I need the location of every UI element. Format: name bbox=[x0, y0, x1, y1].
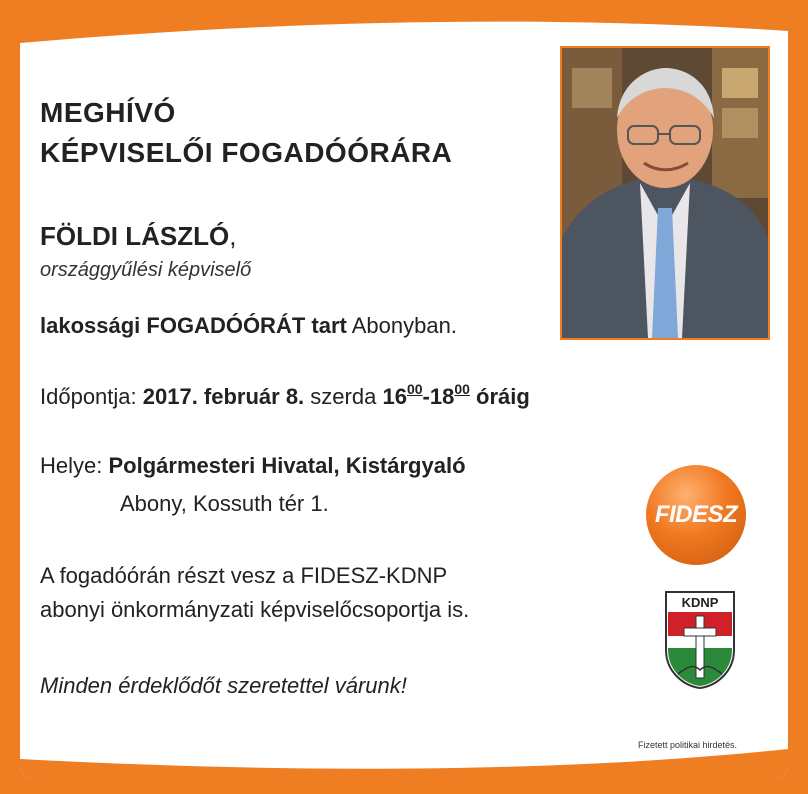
time-range bbox=[382, 381, 530, 409]
intro-line bbox=[40, 313, 457, 339]
location-address: Abony, Kossuth tér 1. bbox=[120, 491, 329, 516]
poster-card bbox=[20, 13, 788, 779]
paid-ad-note: Fizetett politikai hirdetés. bbox=[638, 740, 738, 750]
kdnp-crest bbox=[664, 590, 736, 690]
closing-line: Minden érdeklődőt szeretettel várunk! bbox=[40, 673, 407, 698]
participants-line-2: abonyi önkormányzati képviselőcsoportja is. bbox=[40, 597, 470, 622]
speaker-name bbox=[40, 221, 236, 252]
time-start-min: 00 bbox=[406, 381, 423, 397]
speaker-name-comma: , bbox=[229, 221, 237, 251]
fidesz-logo-text: FIDESZ bbox=[654, 501, 738, 528]
speaker-role: országgyűlési képviselő bbox=[40, 259, 252, 281]
location-line bbox=[40, 453, 466, 479]
location-place: Polgármesteri Hivatal, Kistárgyaló bbox=[108, 453, 466, 478]
time-suffix: óráig bbox=[469, 384, 530, 409]
location-label: Helye: bbox=[40, 453, 109, 478]
intro-bold: lakossági FOGADÓÓRÁT tart bbox=[40, 313, 347, 338]
time-end-min: 00 bbox=[454, 381, 470, 397]
date-line bbox=[40, 381, 530, 410]
speaker-name-text: FÖLDI LÁSZLÓ bbox=[40, 221, 230, 251]
intro-place: Abonyban. bbox=[346, 313, 457, 338]
time-dash: - bbox=[422, 384, 430, 409]
participants-line-1: A fogadóórán részt vesz a FIDESZ-KDNP bbox=[40, 563, 448, 588]
date-label: Időpontja: bbox=[40, 384, 143, 409]
date-value: 2017. február 8. bbox=[142, 384, 305, 409]
fidesz-logo bbox=[646, 465, 746, 565]
time-end-hour: 18 bbox=[429, 384, 455, 409]
title bbox=[40, 93, 452, 173]
portrait-photo bbox=[560, 46, 770, 340]
title-line-2: KÉPVISELŐI FOGADÓÓRÁRA bbox=[40, 137, 453, 168]
title-line-1: MEGHÍVÓ bbox=[40, 97, 176, 128]
date-day: szerda bbox=[304, 384, 383, 409]
kdnp-logo-text: KDNP bbox=[681, 595, 719, 610]
time-start-hour: 16 bbox=[382, 384, 407, 409]
portrait-image bbox=[562, 48, 768, 338]
